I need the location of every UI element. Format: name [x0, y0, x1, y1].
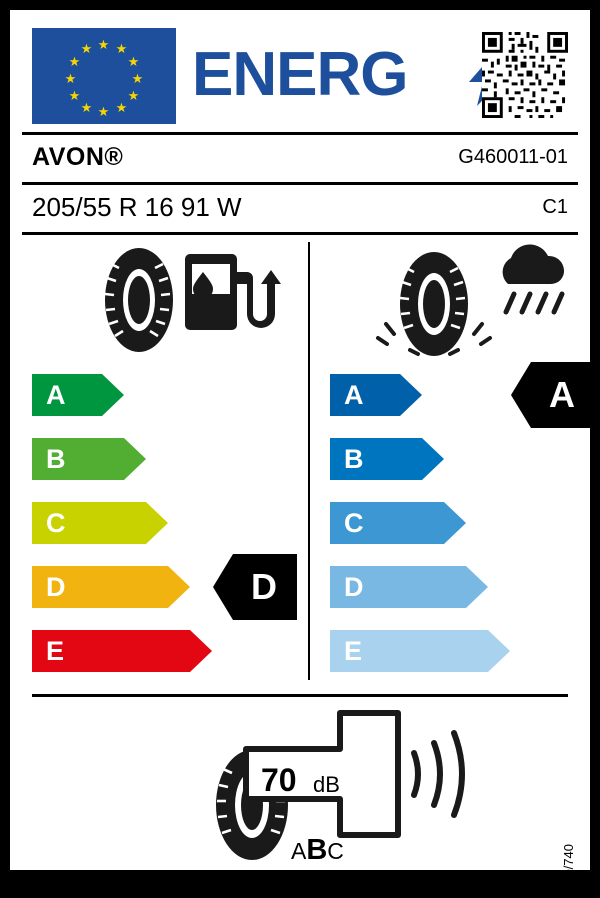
wet-grip-pictogram — [370, 242, 600, 362]
fuel-rating-badge — [213, 554, 297, 620]
fuel-rating-value: D — [251, 566, 277, 607]
wet-grade-c-letter: C — [344, 508, 364, 538]
tyre-class: C1 — [542, 196, 568, 218]
wet-grade-e — [330, 630, 510, 672]
fuel-grade-e-letter: E — [46, 636, 65, 666]
noise-class-c: C — [327, 838, 344, 864]
fuel-grade-a — [32, 374, 124, 416]
wet-rating-value: A — [549, 374, 575, 415]
fuel-grade-b — [32, 438, 146, 480]
regulation-code: 2020/740 — [561, 844, 576, 898]
wet-grade-a — [330, 374, 422, 416]
wet-rating-badge — [511, 362, 595, 428]
wet-grade-d — [330, 566, 488, 608]
wet-grade-d-letter: D — [344, 572, 364, 602]
noise-value: 70 — [261, 762, 297, 798]
tyre-size: 205/55 R 16 91 W — [32, 192, 242, 222]
fuel-grade-c — [32, 502, 168, 544]
wet-grade-e-letter: E — [344, 636, 363, 666]
energy-label — [10, 10, 590, 898]
energy-wordmark: ENERG — [192, 40, 408, 109]
noise-unit: dB — [313, 772, 340, 797]
fuel-grade-c-letter: C — [46, 508, 66, 538]
fuel-grade-e — [32, 630, 212, 672]
fuel-grade-d-letter: D — [46, 572, 66, 602]
brand-name: AVON® — [32, 143, 124, 171]
label-header — [32, 28, 568, 124]
wet-grade-c — [330, 502, 466, 544]
wet-grade-b — [330, 438, 444, 480]
divider-noise — [32, 694, 568, 697]
wet-grade-b-letter: B — [344, 444, 364, 474]
divider-top — [22, 132, 578, 135]
wet-grade-a-letter: A — [344, 380, 364, 410]
model-code: G460011-01 — [458, 146, 568, 168]
noise-class-a: A — [291, 838, 307, 864]
noise-class-scale — [291, 834, 344, 867]
noise-class-b: B — [306, 834, 328, 866]
qr-code-icon — [482, 32, 568, 118]
divider-size — [22, 232, 578, 235]
noise-pictogram — [190, 705, 550, 875]
fuel-grade-d — [32, 566, 190, 608]
eu-flag-icon: ★ ★ ★ ★ ★ ★ ★ ★ ★ ★ ★ ★ — [32, 28, 176, 124]
fuel-grade-a-letter: A — [46, 380, 66, 410]
fuel-efficiency-pictogram — [85, 242, 335, 362]
divider-brand — [22, 182, 578, 185]
fuel-grade-b-letter: B — [46, 444, 66, 474]
